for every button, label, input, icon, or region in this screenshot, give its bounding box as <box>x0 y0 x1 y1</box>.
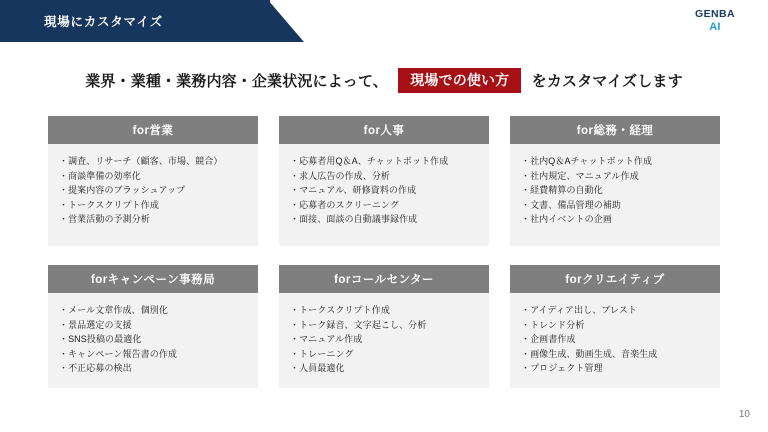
list-item: ・ アイディア出し、ブレスト <box>521 303 710 318</box>
list-item: ・ 応募者用Q＆A、チャットボット作成 <box>290 154 479 169</box>
list-item: ・ キャンペーン報告書の作成 <box>59 347 248 362</box>
card-body <box>279 144 489 246</box>
list-item: ・ マニュアル作成 <box>290 332 479 347</box>
list-item: ・ 面接、面談の自動議事録作成 <box>290 212 479 227</box>
header-band-arrow <box>268 0 304 42</box>
card-call-center <box>279 265 489 388</box>
card-body <box>48 293 258 388</box>
card-body <box>48 144 258 246</box>
page-number: 10 <box>738 409 750 420</box>
list-item: ・ 経費精算の自動化 <box>521 183 710 198</box>
list-item: ・ トーク録音、文字起こし、分析 <box>290 318 479 333</box>
slide-header <box>0 0 768 42</box>
card-title: for営業 <box>48 116 258 144</box>
lead-highlight-badge: 現場での使い方 <box>398 68 521 93</box>
card-body <box>510 293 720 388</box>
card-sales <box>48 116 258 246</box>
list-item: ・ SNS投稿の最適化 <box>59 332 248 347</box>
list-item: ・ 営業活動の予測分析 <box>59 212 248 227</box>
list-item: ・ 不正応募の検出 <box>59 361 248 376</box>
lead-sentence <box>0 68 768 93</box>
list-item: ・ 景品選定の支援 <box>59 318 248 333</box>
card-title: for総務・経理 <box>510 116 720 144</box>
list-item: ・ 応募者のスクリーニング <box>290 198 479 213</box>
list-item: ・ トレーニング <box>290 347 479 362</box>
list-item: ・ 提案内容のブラッシュアップ <box>59 183 248 198</box>
list-item: ・ 社内規定、マニュアル作成 <box>521 169 710 184</box>
lead-prefix: 業界・業種・業務内容・企業状況によって、 <box>85 73 388 90</box>
list-item: ・ マニュアル、研修資料の作成 <box>290 183 479 198</box>
brand-logo-name: GENBA <box>694 8 736 20</box>
card-hr <box>279 116 489 246</box>
card-title: forクリエイティブ <box>510 265 720 293</box>
card-grid <box>48 116 720 388</box>
list-item: ・ 社内Q＆Aチャットボット作成 <box>521 154 710 169</box>
list-item: ・ トークスクリプト作成 <box>59 198 248 213</box>
list-item: ・ プロジェクト管理 <box>521 361 710 376</box>
list-item: ・ 社内イベントの企画 <box>521 212 710 227</box>
card-body <box>279 293 489 388</box>
slide-title: 現場にカスタマイズ <box>44 15 163 29</box>
card-creative <box>510 265 720 388</box>
list-item: ・ 調査、リサーチ（顧客、市場、競合） <box>59 154 248 169</box>
card-campaign-office <box>48 265 258 388</box>
card-title: forキャンペーン事務局 <box>48 265 258 293</box>
card-general-affairs-accounting <box>510 116 720 246</box>
lead-suffix: をカスタマイズします <box>531 73 683 90</box>
card-title: forコールセンター <box>279 265 489 293</box>
list-item: ・ 人員最適化 <box>290 361 479 376</box>
card-title: for人事 <box>279 116 489 144</box>
list-item: ・ 文書、備品管理の補助 <box>521 198 710 213</box>
brand-logo-sub: AI <box>709 21 721 33</box>
list-item: ・ 求人広告の作成、分析 <box>290 169 479 184</box>
list-item: ・ 商談準備の効率化 <box>59 169 248 184</box>
list-item: ・ 企画書作成 <box>521 332 710 347</box>
list-item: ・ 画像生成、動画生成、音楽生成 <box>521 347 710 362</box>
card-body <box>510 144 720 246</box>
list-item: ・ トークスクリプト作成 <box>290 303 479 318</box>
list-item: ・ トレンド分析 <box>521 318 710 333</box>
brand-logo <box>678 8 752 33</box>
list-item: ・ メール文章作成、個別化 <box>59 303 248 318</box>
